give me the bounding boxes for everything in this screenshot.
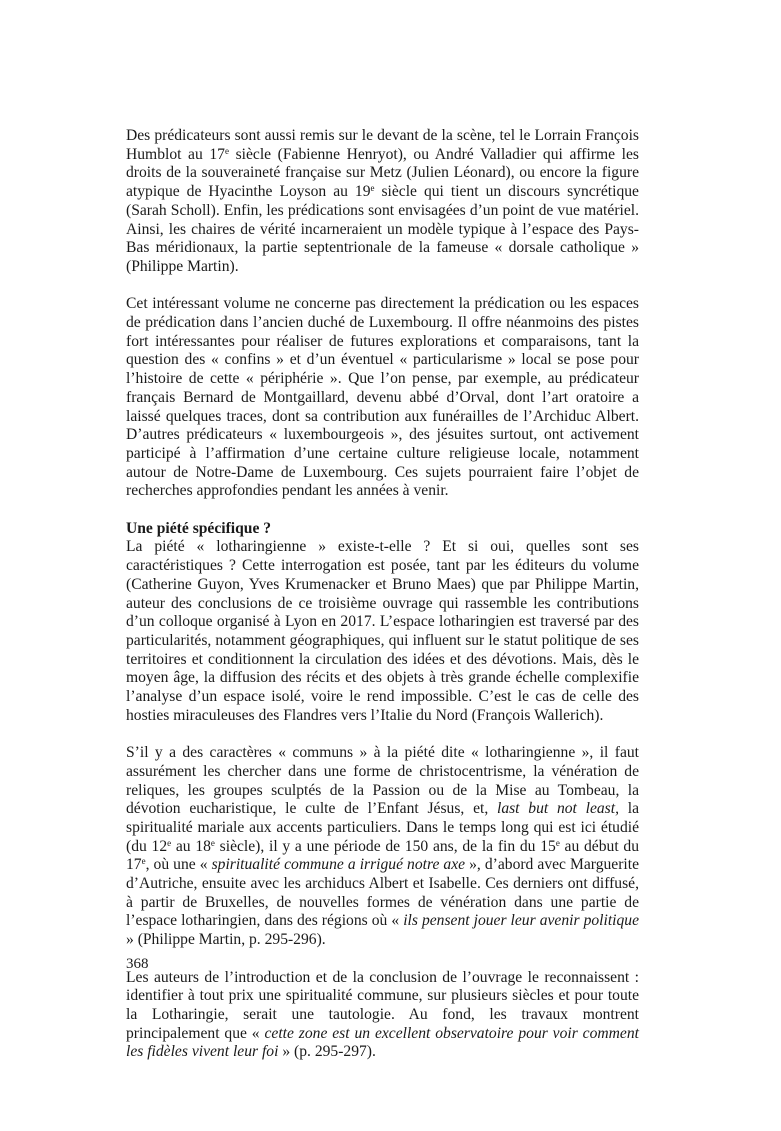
text-run: Les auteurs de l’introduction et de la conclusion de l’ouvrage le reconnaissent : identifier à tout prix une spiritualité commune, sur plusieurs siècles et pour toute la Lotharingie, serait une tautologie. Au fond, les travaux montrent principalement que « — [126, 968, 639, 1042]
page-number: 368 — [126, 956, 149, 972]
text-run: Des prédicateurs sont aussi remis sur le devant de la scène, tel le Lorrain François Humblot au 17 — [126, 127, 639, 163]
superscript: e — [141, 856, 146, 867]
page-body — [126, 127, 639, 1062]
superscript: e — [167, 837, 172, 848]
body-paragraph — [126, 295, 639, 501]
body-paragraph — [126, 127, 639, 277]
text-run: S’il y a des caractères « communs » à la piété dite « lotharingienne », il faut assurément les chercher dans une forme de christocentrisme, la vénération de reliques, les groupes sculptés de la Passion ou de la Mise au Tombeau, la dévotion eucharistique, le culte de l’Enfant Jésus, et, — [126, 744, 639, 818]
text-run: La piété « lotharingienne » existe-t-elle ? Et si oui, quelles sont ses caractéristiques ? Cette interrogation est posée, tant par les éditeurs du volume (Catherine Guyon, Yves Krumenacker et Bruno Maes) que par Philippe Martin, auteur des conclusions de ce troisième ouvrage qui rassemble les contributions d’un colloque organisé à Lyon en 2017. L’espace lotharingien est traversé par des particularités, notamment géographiques, qui influent sur le statut politique de ses territoires et conditionnent la circulation des idées et des dévotions. Mais, dès le moyen âge, la diffusion des récits et des objets à très grande échelle complexifie l’analyse d’un espace isolé, voire le rend impossible. C’est le cas de celle des hosties miraculeuses des Flandres vers l’Italie du Nord (François Wallerich). — [126, 538, 639, 724]
body-paragraph — [126, 744, 639, 950]
italic-text: last but not least, — [496, 800, 619, 818]
text-run: , où une « — [145, 856, 212, 874]
text-run: au 18 — [171, 837, 211, 855]
section-heading: Une piété spécifique ? — [126, 519, 272, 537]
text-run: siècle (Fabienne Henryot), ou André Valladier qui affirme les droits de la souveraineté française sur Metz (Julien Léonard), ou encore la figure atypique de Hyacinthe Loyson au 19 — [126, 145, 639, 201]
superscript: e — [224, 145, 229, 156]
text-run: au début du 17 — [126, 837, 639, 874]
superscript: e — [210, 837, 215, 848]
text-run: siècle qui tient un discours syncrétique (Sarah Scholl). Enfin, les prédications sont envisagées d’un point de vue matériel. Ainsi, les chaires de vérité incarneraient un modèle typique à l’espace des Pays-Bas méridionaux, la partie septentrionale de la fameuse « dorsale catholique » (Philippe Martin). — [126, 183, 639, 275]
superscript: e — [555, 837, 560, 848]
body-paragraph — [126, 969, 639, 1063]
italic-text: spiritualité commune a irrigué notre axe — [211, 856, 466, 874]
text-run: », d’abord avec Marguerite d’Autriche, ensuite avec les archiducs Albert et Isabelle. Ces derniers ont diffusé, à partir de Bruxelles, de nouvelles formes de vénération dans une partie de l’espace lotharingien, dans des régions où « — [126, 856, 639, 930]
italic-text: cette zone est un excellent observatoire pour voir comment les fidèles vivent leur foi — [126, 1024, 639, 1061]
superscript: e — [370, 183, 375, 194]
text-run: » (Philippe Martin, p. 295-296). — [126, 931, 326, 949]
text-run: la spiritualité mariale aux accents particuliers. Dans le temps long qui est ici étudié (du 12 — [126, 800, 639, 855]
text-run: siècle), il y a une période de 150 ans, de la fin du 15 — [214, 837, 556, 855]
text-run: » (p. 295-297). — [278, 1043, 376, 1061]
text-run: Cet intéressant volume ne concerne pas directement la prédication ou les espaces de prédication dans l’ancien duché de Luxembourg. Il offre néanmoins des pistes fort intéressantes pour réaliser de futures explorations et comparaisons, tant la question des « confins » et d’un éventuel « particularisme » local se pose pour l’histoire de cette « périphérie ». Que l’on pense, par exemple, au prédicateur français Bernard de Montgaillard, devenu abbé d’Orval, dont l’art oratoire a laissé quelques traces, dont sa contribution aux funérailles de l’Archiduc Albert. D’autres prédicateurs « luxembourgeois », des jésuites surtout, ont activement participé à l’affirmation d’une certaine culture religieuse locale, notamment autour de Notre-Dame de Luxembourg. Ces sujets pourraient faire l’objet de recherches approfondies pendant les années à venir. — [126, 295, 639, 500]
body-paragraph — [126, 538, 639, 725]
italic-text: ils pensent jouer leur avenir politique — [403, 912, 640, 930]
